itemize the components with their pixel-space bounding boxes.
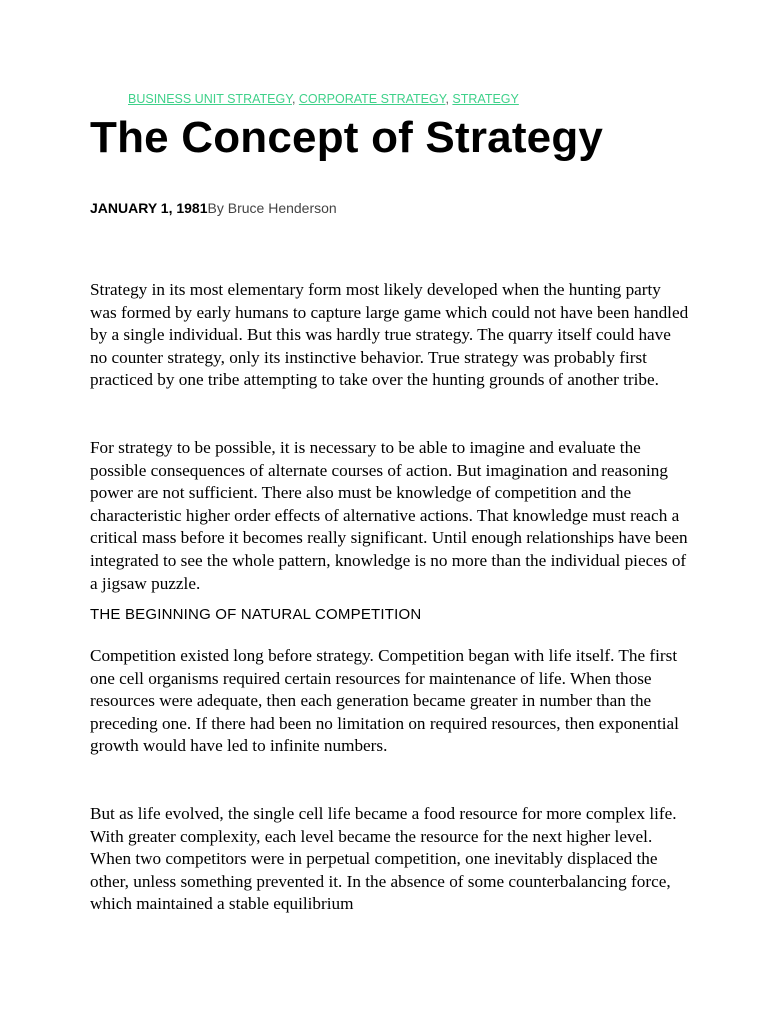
byline <box>90 200 337 216</box>
paragraph-2: For strategy to be possible, it is necessary to be able to imagine and evaluate the possible consequences of alternate courses of action. But imagination and reasoning power are not sufficient. There also must be knowledge of competition and the characteristic higher order effects of alternative actions. That knowledge must reach a critical mass before it becomes really significant. Until enough relationships have been integrated to see the whole pattern, knowledge is no more than the individual pieces of a jigsaw puzzle. <box>90 438 688 593</box>
author-name: By Bruce Henderson <box>207 200 337 216</box>
paragraph-3: Competition existed long before strategy. Competition began with life itself. The first one cell organisms required certain resources for maintenance of life. When those resources were adequate, then each generation became greater in number than the preceding one. If there had been no limitation on required resources, then exponential growth would have led to infinite numbers. <box>90 646 679 756</box>
article-title: The Concept of Strategy <box>90 113 604 162</box>
tag-separator: , <box>291 92 299 106</box>
tag-separator: , <box>445 92 453 106</box>
tag-link-strategy[interactable]: STRATEGY <box>452 92 519 106</box>
paragraph-1: Strategy in its most elementary form most likely developed when the hunting party was formed by early humans to capture large game which could not have been handled by a single individual. But this was hardly true strategy. The quarry itself could have no counter strategy, only its instinctive behavior. True strategy was probably first practiced by one tribe attempting to take over the hunting grounds of another tribe. <box>90 280 689 390</box>
publish-date: JANUARY 1, 1981 <box>90 200 208 216</box>
tag-link-business-unit-strategy[interactable]: BUSINESS UNIT STRATEGY <box>128 92 292 106</box>
section-heading: THE BEGINNING OF NATURAL COMPETITION <box>90 606 422 623</box>
tag-link-corporate-strategy[interactable]: CORPORATE STRATEGY <box>298 92 446 106</box>
paragraph-4: But as life evolved, the single cell life became a food resource for more complex life. With greater complexity, each level became the resource for the next higher level. When two competitors were in perpetual competition, one inevitably displaced the other, unless something prevented it. In the absence of some counterbalancing force, which maintained a stable equilibrium <box>90 804 677 914</box>
tag-list <box>128 92 519 106</box>
